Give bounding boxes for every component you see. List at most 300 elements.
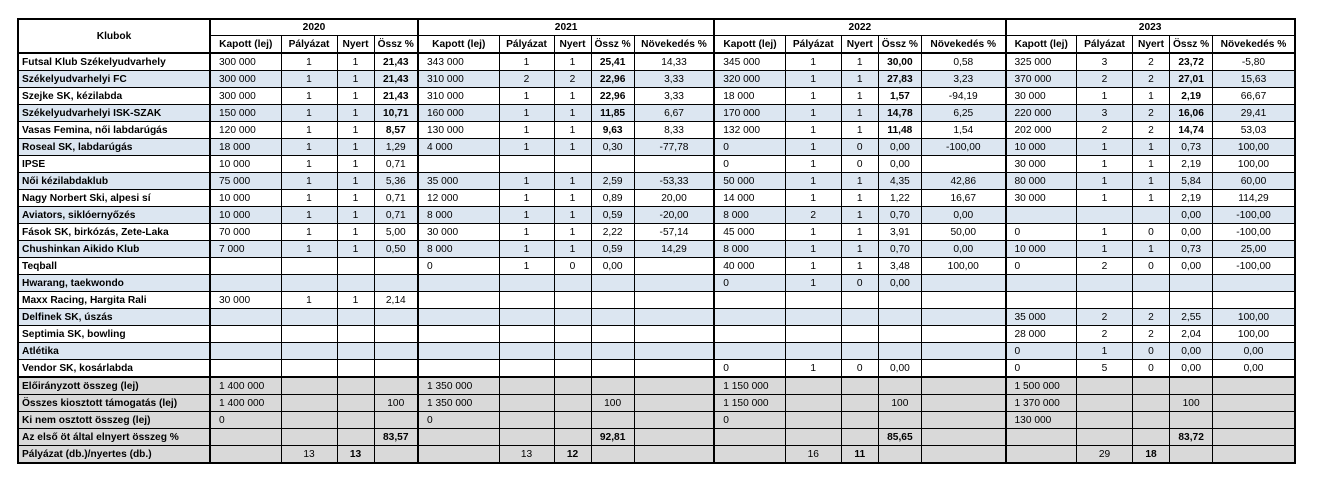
cell-y2021-novekedes (634, 395, 714, 412)
cell-y2021-palyazat: 1 (499, 122, 554, 139)
cell-y2022-novekedes (922, 309, 1006, 326)
cell-y2021-kapott (418, 309, 499, 326)
cell-y2020-kapott: 300 000 (210, 88, 281, 105)
cell-y2023-palyazat (1077, 377, 1133, 395)
cell-y2022-palyazat: 1 (785, 190, 841, 207)
cell-y2021-ossz: 0,00 (591, 258, 634, 275)
cell-y2021-novekedes: 14,33 (634, 53, 714, 71)
cell-y2023-palyazat: 1 (1077, 241, 1133, 258)
cell-y2020-palyazat: 1 (281, 88, 337, 105)
cell-y2023-nyert: 2 (1133, 326, 1170, 343)
cell-y2023-novekedes (1213, 429, 1295, 446)
cell-y2022-kapott: 132 000 (714, 122, 785, 139)
cell-y2022-kapott: 14 000 (714, 190, 785, 207)
col-header-y2022-3: Össz % (878, 36, 921, 54)
cell-y2020-nyert (337, 309, 374, 326)
cell-y2021-palyazat: 2 (499, 71, 554, 88)
cell-y2022-kapott (714, 343, 785, 360)
cell-y2020-nyert (337, 326, 374, 343)
club-row (18, 224, 1295, 241)
cell-y2020-nyert: 13 (337, 446, 374, 464)
cell-y2022-nyert (841, 292, 878, 309)
cell-y2020-kapott: 10 000 (210, 190, 281, 207)
cell-y2020-palyazat: 1 (281, 71, 337, 88)
cell-y2023-nyert (1133, 207, 1170, 224)
cell-y2023-nyert: 18 (1133, 446, 1170, 464)
cell-y2022-kapott: 320 000 (714, 71, 785, 88)
cell-y2020-kapott (210, 326, 281, 343)
cell-y2022-palyazat: 1 (785, 275, 841, 292)
cell-y2021-nyert: 1 (554, 139, 591, 156)
cell-y2022-novekedes (922, 326, 1006, 343)
cell-y2023-ossz: 0,00 (1170, 224, 1213, 241)
cell-y2020-nyert (337, 412, 374, 429)
cell-y2021-ossz: 2,59 (591, 173, 634, 190)
cell-y2020-kapott: 1 400 000 (210, 395, 281, 412)
cell-y2022-palyazat: 1 (785, 88, 841, 105)
cell-y2022-nyert (841, 326, 878, 343)
cell-y2020-palyazat: 1 (281, 122, 337, 139)
cell-y2020-nyert: 1 (337, 292, 374, 309)
cell-y2021-palyazat (499, 412, 554, 429)
cell-y2020-ossz: 0,71 (374, 156, 418, 173)
cell-y2021-kapott: 0 (418, 412, 499, 429)
cell-y2023-ossz (1170, 292, 1213, 309)
cell-y2022-kapott: 0 (714, 275, 785, 292)
cell-y2021-novekedes: 8,33 (634, 122, 714, 139)
cell-y2023-ossz: 2,19 (1170, 156, 1213, 173)
col-header-y2022-2: Nyert (841, 36, 878, 54)
cell-y2022-nyert: 1 (841, 122, 878, 139)
cell-y2021-novekedes: 6,67 (634, 105, 714, 122)
cell-y2022-novekedes (922, 275, 1006, 292)
cell-y2022-kapott (714, 292, 785, 309)
cell-y2022-kapott: 1 150 000 (714, 395, 785, 412)
cell-y2020-nyert: 1 (337, 207, 374, 224)
club-name: Vasas Femina, női labdarúgás (18, 122, 210, 139)
cell-y2022-ossz: 4,35 (878, 173, 921, 190)
club-name: Futsal Klub Székelyudvarhely (18, 53, 210, 71)
cell-y2023-palyazat (1077, 275, 1133, 292)
col-header-y2023-2: Nyert (1133, 36, 1170, 54)
cell-y2022-novekedes: 100,00 (922, 258, 1006, 275)
cell-y2021-palyazat (499, 275, 554, 292)
klubok-header: Klubok (18, 19, 210, 53)
cell-y2023-ossz: 2,19 (1170, 190, 1213, 207)
cell-y2020-palyazat: 1 (281, 190, 337, 207)
cell-y2021-novekedes: -20,00 (634, 207, 714, 224)
col-header-y2021-0: Kapott (lej) (418, 36, 499, 54)
cell-y2022-kapott: 0 (714, 360, 785, 378)
cell-y2021-palyazat: 1 (499, 88, 554, 105)
cell-y2021-novekedes: -77,78 (634, 139, 714, 156)
cell-y2021-nyert: 1 (554, 190, 591, 207)
cell-y2020-kapott: 0 (210, 412, 281, 429)
club-row (18, 360, 1295, 378)
cell-y2021-nyert (554, 275, 591, 292)
club-row (18, 258, 1295, 275)
cell-y2021-kapott: 30 000 (418, 224, 499, 241)
club-row (18, 207, 1295, 224)
cell-y2022-ossz (878, 292, 921, 309)
cell-y2021-novekedes (634, 258, 714, 275)
cell-y2021-ossz (591, 360, 634, 378)
cell-y2020-palyazat: 1 (281, 105, 337, 122)
cell-y2021-kapott: 1 350 000 (418, 377, 499, 395)
club-row (18, 241, 1295, 258)
cell-y2020-palyazat: 1 (281, 207, 337, 224)
cell-y2022-ossz: 1,22 (878, 190, 921, 207)
cell-y2022-ossz (878, 412, 921, 429)
cell-y2021-kapott (418, 292, 499, 309)
cell-y2022-nyert: 1 (841, 224, 878, 241)
cell-y2020-nyert: 1 (337, 241, 374, 258)
cell-y2022-nyert: 1 (841, 207, 878, 224)
cell-y2021-kapott: 130 000 (418, 122, 499, 139)
cell-y2023-ossz: 2,04 (1170, 326, 1213, 343)
cell-y2021-nyert: 1 (554, 241, 591, 258)
cell-y2020-palyazat (281, 412, 337, 429)
cell-y2023-nyert: 2 (1133, 122, 1170, 139)
cell-y2020-palyazat (281, 326, 337, 343)
cell-y2022-palyazat: 1 (785, 258, 841, 275)
cell-y2021-kapott: 310 000 (418, 71, 499, 88)
club-name: Székelyudvarhelyi FC (18, 71, 210, 88)
cell-y2020-nyert: 1 (337, 53, 374, 71)
cell-y2021-kapott: 1 350 000 (418, 395, 499, 412)
cell-y2021-palyazat: 1 (499, 173, 554, 190)
cell-y2023-novekedes: 114,29 (1213, 190, 1295, 207)
cell-y2021-nyert: 1 (554, 122, 591, 139)
cell-y2021-novekedes: 20,00 (634, 190, 714, 207)
cell-y2022-palyazat (785, 326, 841, 343)
cell-y2023-novekedes: 100,00 (1213, 156, 1295, 173)
cell-y2022-novekedes: -94,19 (922, 88, 1006, 105)
col-header-y2020-0: Kapott (lej) (210, 36, 281, 54)
cell-y2020-ossz (374, 326, 418, 343)
club-name: Női kézilabdaklub (18, 173, 210, 190)
club-row (18, 139, 1295, 156)
cell-y2023-novekedes: 60,00 (1213, 173, 1295, 190)
cell-y2020-palyazat (281, 275, 337, 292)
cell-y2022-novekedes: 0,00 (922, 241, 1006, 258)
cell-y2022-novekedes (922, 412, 1006, 429)
cell-y2021-nyert (554, 309, 591, 326)
cell-y2022-nyert (841, 395, 878, 412)
cell-y2021-novekedes (634, 275, 714, 292)
col-header-y2021-4: Növekedés % (634, 36, 714, 54)
cell-y2023-ossz: 16,06 (1170, 105, 1213, 122)
cell-y2021-ossz: 0,59 (591, 207, 634, 224)
club-row (18, 156, 1295, 173)
cell-y2023-ossz: 0,00 (1170, 343, 1213, 360)
cell-y2022-novekedes: -100,00 (922, 139, 1006, 156)
cell-y2021-palyazat: 1 (499, 207, 554, 224)
cell-y2020-palyazat (281, 343, 337, 360)
cell-y2021-kapott (418, 429, 499, 446)
cell-y2021-palyazat: 13 (499, 446, 554, 464)
cell-y2021-kapott: 343 000 (418, 53, 499, 71)
cell-y2022-kapott (714, 446, 785, 464)
club-name: Roseal SK, labdarúgás (18, 139, 210, 156)
club-name: Székelyudvarhelyi ISK-SZAK (18, 105, 210, 122)
cell-y2023-palyazat: 2 (1077, 258, 1133, 275)
cell-y2021-novekedes (634, 377, 714, 395)
cell-y2023-palyazat (1077, 429, 1133, 446)
cell-y2023-ossz: 27,01 (1170, 71, 1213, 88)
cell-y2022-kapott (714, 429, 785, 446)
cell-y2021-palyazat (499, 326, 554, 343)
cell-y2021-kapott: 35 000 (418, 173, 499, 190)
cell-y2020-kapott (210, 446, 281, 464)
cell-y2021-ossz: 0,30 (591, 139, 634, 156)
cell-y2020-palyazat (281, 429, 337, 446)
cell-y2023-novekedes (1213, 377, 1295, 395)
cell-y2023-palyazat: 2 (1077, 309, 1133, 326)
cell-y2022-ossz: 3,91 (878, 224, 921, 241)
cell-y2021-palyazat: 1 (499, 190, 554, 207)
cell-y2021-kapott: 0 (418, 258, 499, 275)
cell-y2021-kapott (418, 275, 499, 292)
cell-y2021-ossz (591, 377, 634, 395)
cell-y2022-palyazat (785, 343, 841, 360)
cell-y2023-nyert: 0 (1133, 224, 1170, 241)
cell-y2021-nyert: 1 (554, 53, 591, 71)
cell-y2023-kapott: 35 000 (1006, 309, 1077, 326)
cell-y2021-nyert: 1 (554, 207, 591, 224)
cell-y2022-palyazat: 1 (785, 224, 841, 241)
cell-y2021-ossz: 100 (591, 395, 634, 412)
cell-y2023-kapott: 325 000 (1006, 53, 1077, 71)
cell-y2020-ossz: 5,00 (374, 224, 418, 241)
club-row (18, 71, 1295, 88)
cell-y2020-nyert: 1 (337, 224, 374, 241)
cell-y2022-ossz: 0,70 (878, 241, 921, 258)
cell-y2020-kapott: 30 000 (210, 292, 281, 309)
cell-y2021-kapott: 160 000 (418, 105, 499, 122)
cell-y2020-kapott: 10 000 (210, 207, 281, 224)
summary-row (18, 446, 1295, 464)
summary-row (18, 429, 1295, 446)
cell-y2021-novekedes (634, 412, 714, 429)
col-header-y2023-3: Össz % (1170, 36, 1213, 54)
cell-y2023-ossz (1170, 412, 1213, 429)
club-row (18, 53, 1295, 71)
cell-y2022-palyazat (785, 309, 841, 326)
cell-y2022-palyazat: 1 (785, 71, 841, 88)
cell-y2023-nyert: 2 (1133, 309, 1170, 326)
cell-y2021-novekedes: 3,33 (634, 71, 714, 88)
cell-y2022-nyert (841, 377, 878, 395)
cell-y2021-nyert (554, 156, 591, 173)
cell-y2020-palyazat: 1 (281, 173, 337, 190)
cell-y2020-kapott: 75 000 (210, 173, 281, 190)
cell-y2020-palyazat (281, 377, 337, 395)
cell-y2020-ossz: 8,57 (374, 122, 418, 139)
cell-y2021-palyazat (499, 360, 554, 378)
cell-y2021-ossz (591, 412, 634, 429)
cell-y2023-kapott (1006, 429, 1077, 446)
col-header-y2021-2: Nyert (554, 36, 591, 54)
cell-y2023-palyazat (1077, 207, 1133, 224)
cell-y2023-kapott: 220 000 (1006, 105, 1077, 122)
cell-y2023-kapott: 0 (1006, 343, 1077, 360)
club-name: Atlétika (18, 343, 210, 360)
cell-y2021-ossz (591, 326, 634, 343)
cell-y2023-ossz: 2,19 (1170, 88, 1213, 105)
cell-y2023-novekedes: 0,00 (1213, 343, 1295, 360)
cell-y2020-ossz (374, 258, 418, 275)
cell-y2023-palyazat: 1 (1077, 88, 1133, 105)
cell-y2023-nyert (1133, 275, 1170, 292)
cell-y2021-kapott: 8 000 (418, 241, 499, 258)
cell-y2020-ossz: 2,14 (374, 292, 418, 309)
cell-y2020-ossz (374, 309, 418, 326)
cell-y2022-nyert: 1 (841, 173, 878, 190)
year-2023-header: 2023 (1006, 19, 1295, 36)
cell-y2023-nyert: 0 (1133, 360, 1170, 378)
club-name: Vendor SK, kosárlabda (18, 360, 210, 378)
cell-y2022-ossz: 0,70 (878, 207, 921, 224)
cell-y2023-nyert: 0 (1133, 258, 1170, 275)
cell-y2023-ossz: 14,74 (1170, 122, 1213, 139)
cell-y2023-novekedes: 100,00 (1213, 326, 1295, 343)
cell-y2023-novekedes: -100,00 (1213, 224, 1295, 241)
cell-y2021-kapott: 12 000 (418, 190, 499, 207)
summary-row (18, 395, 1295, 412)
cell-y2022-novekedes: 1,54 (922, 122, 1006, 139)
cell-y2021-nyert: 1 (554, 224, 591, 241)
cell-y2021-novekedes: 3,33 (634, 88, 714, 105)
cell-y2022-ossz: 0,00 (878, 156, 921, 173)
cell-y2023-novekedes: 53,03 (1213, 122, 1295, 139)
cell-y2020-ossz: 21,43 (374, 53, 418, 71)
cell-y2022-novekedes: 0,00 (922, 207, 1006, 224)
cell-y2022-nyert: 0 (841, 156, 878, 173)
cell-y2023-nyert: 1 (1133, 241, 1170, 258)
cell-y2020-kapott: 10 000 (210, 156, 281, 173)
cell-y2021-ossz (591, 292, 634, 309)
cell-y2023-nyert: 2 (1133, 53, 1170, 71)
cell-y2021-kapott (418, 360, 499, 378)
cell-y2022-novekedes (922, 446, 1006, 464)
cell-y2021-novekedes (634, 326, 714, 343)
cell-y2021-nyert (554, 343, 591, 360)
cell-y2020-ossz (374, 412, 418, 429)
club-row (18, 105, 1295, 122)
club-row (18, 292, 1295, 309)
cell-y2023-palyazat: 1 (1077, 224, 1133, 241)
cell-y2020-nyert (337, 360, 374, 378)
cell-y2020-kapott (210, 343, 281, 360)
cell-y2020-palyazat (281, 309, 337, 326)
cell-y2023-kapott: 10 000 (1006, 139, 1077, 156)
cell-y2021-palyazat (499, 377, 554, 395)
cell-y2020-palyazat (281, 395, 337, 412)
cell-y2020-nyert: 1 (337, 105, 374, 122)
club-row (18, 190, 1295, 207)
cell-y2022-palyazat: 1 (785, 156, 841, 173)
cell-y2021-nyert (554, 395, 591, 412)
cell-y2023-palyazat: 1 (1077, 190, 1133, 207)
cell-y2022-palyazat: 1 (785, 360, 841, 378)
cell-y2020-kapott: 1 400 000 (210, 377, 281, 395)
cell-y2020-kapott (210, 275, 281, 292)
cell-y2021-ossz: 0,89 (591, 190, 634, 207)
cell-y2023-palyazat: 29 (1077, 446, 1133, 464)
cell-y2021-palyazat: 1 (499, 105, 554, 122)
cell-y2023-novekedes: -100,00 (1213, 207, 1295, 224)
cell-y2023-palyazat: 3 (1077, 105, 1133, 122)
summary-row (18, 377, 1295, 395)
year-2021-header: 2021 (418, 19, 714, 36)
cell-y2023-kapott: 202 000 (1006, 122, 1077, 139)
cell-y2020-nyert: 1 (337, 173, 374, 190)
cell-y2022-novekedes (922, 156, 1006, 173)
cell-y2023-palyazat: 2 (1077, 122, 1133, 139)
cell-y2020-palyazat (281, 258, 337, 275)
cell-y2022-palyazat: 1 (785, 241, 841, 258)
cell-y2021-palyazat (499, 429, 554, 446)
cell-y2023-novekedes (1213, 395, 1295, 412)
cell-y2020-kapott: 300 000 (210, 53, 281, 71)
cell-y2020-nyert (337, 377, 374, 395)
cell-y2022-nyert: 1 (841, 105, 878, 122)
cell-y2023-ossz: 2,55 (1170, 309, 1213, 326)
club-name: Aviators, siklóernyőzés (18, 207, 210, 224)
cell-y2021-ossz (591, 343, 634, 360)
cell-y2023-novekedes (1213, 446, 1295, 464)
cell-y2023-kapott: 130 000 (1006, 412, 1077, 429)
cell-y2020-nyert: 1 (337, 190, 374, 207)
cell-y2020-ossz (374, 377, 418, 395)
cell-y2020-ossz: 83,57 (374, 429, 418, 446)
cell-y2021-kapott (418, 326, 499, 343)
col-header-y2020-3: Össz % (374, 36, 418, 54)
cell-y2021-ossz (591, 446, 634, 464)
cell-y2020-kapott (210, 309, 281, 326)
cell-y2023-ossz: 0,00 (1170, 360, 1213, 378)
cell-y2022-nyert: 1 (841, 53, 878, 71)
cell-y2022-palyazat: 2 (785, 207, 841, 224)
cell-y2022-nyert: 0 (841, 360, 878, 378)
cell-y2023-kapott (1006, 446, 1077, 464)
cell-y2022-novekedes: 50,00 (922, 224, 1006, 241)
cell-y2021-nyert (554, 377, 591, 395)
cell-y2023-novekedes: -100,00 (1213, 258, 1295, 275)
cell-y2020-nyert (337, 275, 374, 292)
cell-y2022-ossz: 0,00 (878, 139, 921, 156)
club-row (18, 88, 1295, 105)
cell-y2020-palyazat: 1 (281, 224, 337, 241)
cell-y2022-ossz: 100 (878, 395, 921, 412)
cell-y2023-kapott: 0 (1006, 360, 1077, 378)
col-header-y2022-4: Növekedés % (922, 36, 1006, 54)
cell-y2022-novekedes (922, 343, 1006, 360)
grant-table-body (18, 53, 1295, 463)
cell-y2023-ossz (1170, 275, 1213, 292)
cell-y2023-novekedes (1213, 292, 1295, 309)
cell-y2020-nyert: 1 (337, 71, 374, 88)
cell-y2021-palyazat: 1 (499, 53, 554, 71)
cell-y2022-kapott: 18 000 (714, 88, 785, 105)
cell-y2023-ossz: 0,73 (1170, 139, 1213, 156)
cell-y2023-novekedes: 0,00 (1213, 360, 1295, 378)
club-name: Hwarang, taekwondo (18, 275, 210, 292)
cell-y2022-novekedes: 0,58 (922, 53, 1006, 71)
col-header-y2020-1: Pályázat (281, 36, 337, 54)
club-name: IPSE (18, 156, 210, 173)
